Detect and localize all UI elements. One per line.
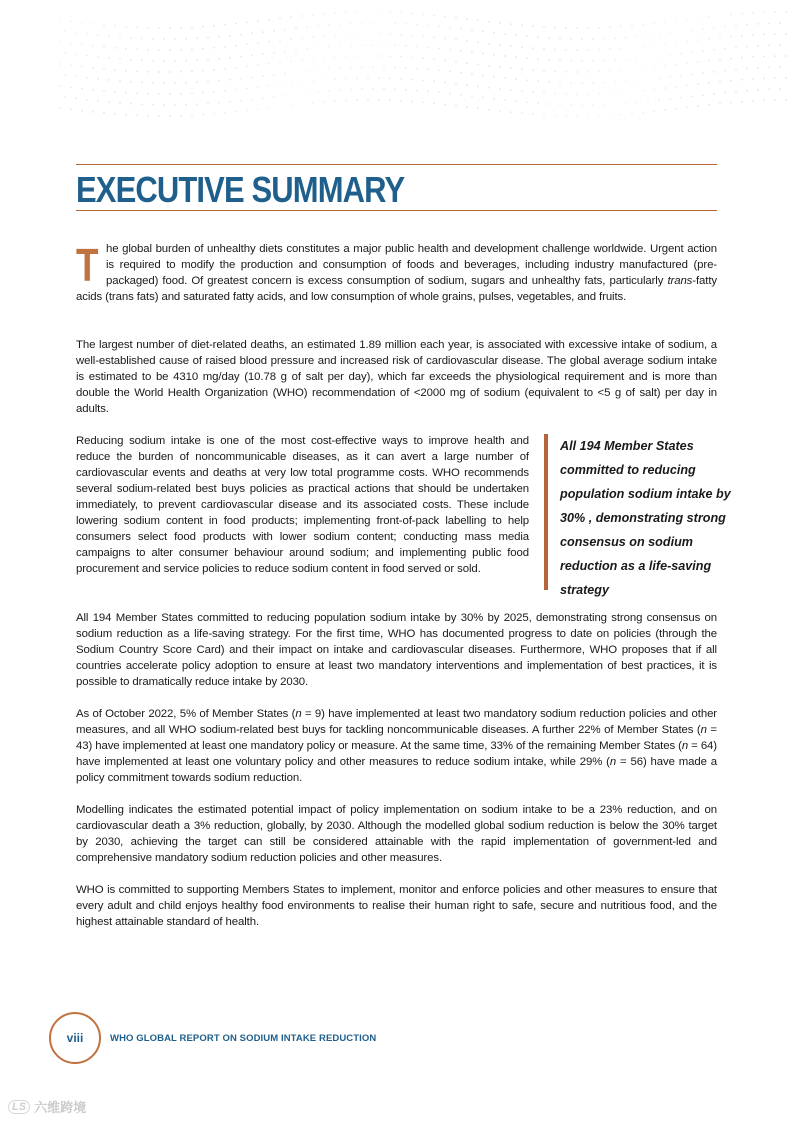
pull-quote <box>544 434 732 597</box>
watermark <box>8 1097 86 1116</box>
title-bottom-rule <box>76 210 717 211</box>
page-title: EXECUTIVE SUMMARY <box>76 169 405 210</box>
paragraph-modelling: Modelling indicates the estimated potential impact of policy implementation on sodium intake to be a 23% reduction, and on cardiovascular death a 3% reduction, globally, by 2030. Although the modelled global sodium reduction is below the 30% target by 2030, achieving the target can still be considered attainable with the rapid implementation of government-led and comprehensive mandatory sodium reduction policies and other measures. <box>76 804 717 864</box>
paragraph-member-states: All 194 Member States committed to reducing population sodium intake by 30% by 2025, demonstrating strong consensus on sodium reduction as a life-saving strategy. For the first time, WHO has documented progress to date on policies (through the Sodium Country Score Card) and their impact on intake and cardiovascular diseases. Furthermore, WHO proposes that if all countries accelerate policy adoption to ensure at least two mandatory interventions and implementation of best practices, it is possible to dramatically reduce intake by 2030. <box>76 612 717 688</box>
decorative-dot-pattern <box>0 0 793 150</box>
paragraph-intro: The global burden of unhealthy diets constitutes a major public health and development challenge worldwide. Urgent action is required to modify the production and consumption of foods and beverages, including industry manufactured (pre-packaged) food. Of greatest concern is excess consumption of sodium, sugars and unhealthy fats, particularly trans-fatty acids (trans fats) and saturated fatty acids, and low consumption of whole grains, pulses, vegetables, and fruits. <box>76 239 717 303</box>
watermark-logo-icon: LS <box>8 1100 30 1114</box>
footer-report-title: WHO GLOBAL REPORT ON SODIUM INTAKE REDUCTION <box>110 1033 377 1044</box>
pull-quote-text: All 194 Member States committed to reducing population sodium intake by 30% , demonstrating strong consensus on sodium reduction as a life-saving strategy <box>560 439 731 597</box>
paragraph-cost-effective: Reducing sodium intake is one of the most cost-effective ways to improve health and reduce the burden of noncommunicable diseases, as it can avert a large number of cardiovascular events and deaths at very low total programme costs. WHO recommends several sodium-related best buys policies as practical actions that should be undertaken immediately, to prevent cardiovascular disease and its associated costs. These include lowering sodium content in food products; implementing front-of-pack labelling to help consumers select food products with lower sodium content; conducting mass media campaigns to alter consumer behaviour around sodium; and implementing public food procurement and service policies to reduce sodium content in food served or sold. <box>76 435 529 575</box>
watermark-text: 六维跨境 <box>34 1100 87 1115</box>
page-number-badge <box>49 1012 101 1064</box>
paragraph-commitment: WHO is committed to supporting Members States to implement, monitor and enforce policies and other measures to ensure that every adult and child enjoys healthy food environments to realise their human right to safe, secure and nutritious food, and the highest attainable standard of health. <box>76 884 717 928</box>
drop-cap: T <box>76 239 99 291</box>
page-number: viii <box>66 1031 84 1045</box>
paragraph-progress: As of October 2022, 5% of Member States (n = 9) have implemented at least two mandatory sodium reduction policies and other measures, and all WHO sodium-related best buys for tackling noncommunicable diseases. A further 22% of Member States (n = 43) have implemented at least one mandatory policy or measure. At the same time, 33% of the remaining Member States (n = 64) have implemented at least one voluntary policy and other measures to reduce sodium intake, while 29% (n = 56) have made a policy commitment towards sodium reduction. <box>76 708 718 784</box>
paragraph-sodium-deaths: The largest number of diet-related deaths, an estimated 1.89 million each year, is associated with excessive intake of sodium, a well-established cause of raised blood pressure and increased risk of cardiovascular disease. The global average sodium intake is estimated to be 4310 mg/day (10.78 g of salt per day), which far exceeds the physiological requirement and is more than double the World Health Organization (WHO) recommendation of <2000 mg of sodium (equivalent to <5 g of salt) per day in adults. <box>76 339 717 415</box>
title-top-rule <box>76 164 717 165</box>
